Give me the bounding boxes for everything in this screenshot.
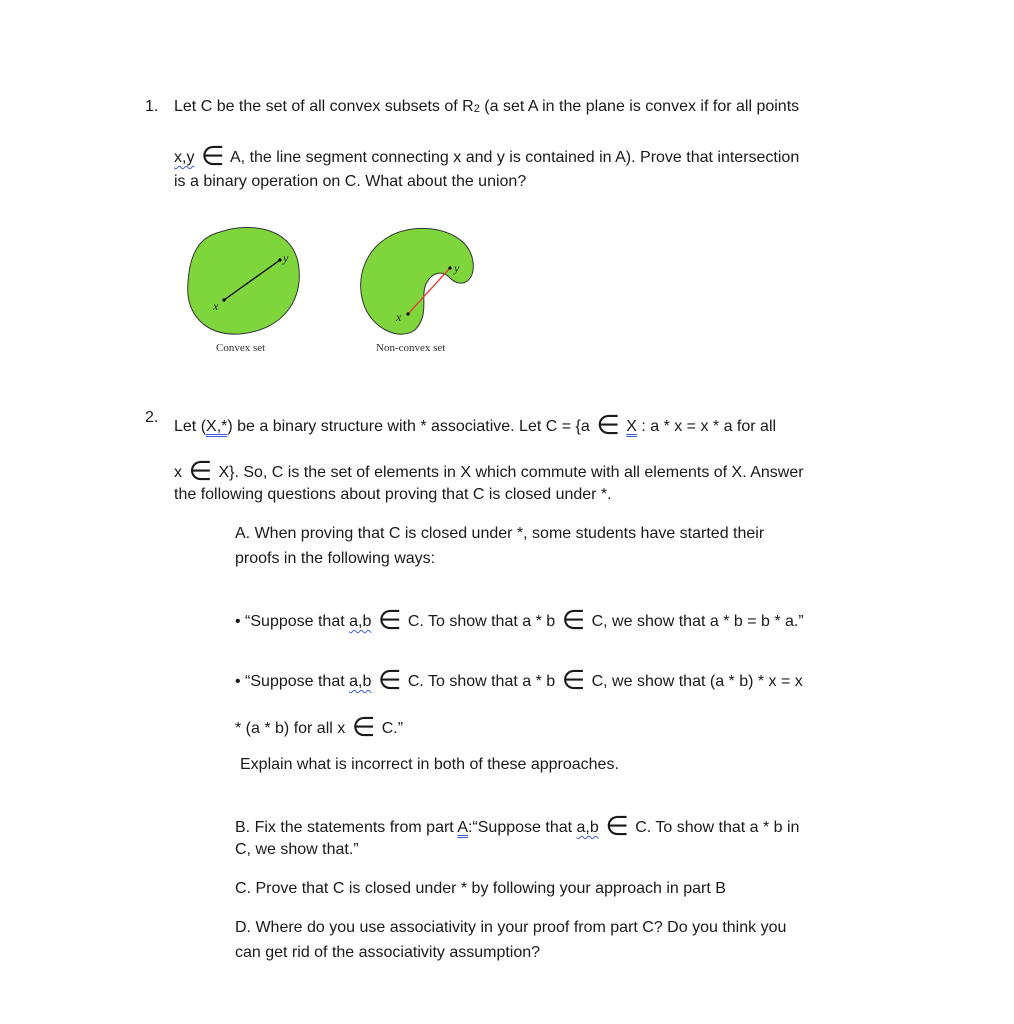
q2-number: 2.: [145, 409, 159, 426]
element-of-symbol: ∈: [377, 605, 402, 635]
bullet1-a: • “Suppose that: [235, 613, 345, 630]
element-of-symbol: ∈: [561, 605, 586, 635]
q1-line3: is a binary operation on C. What about the union?: [174, 173, 527, 190]
convex-point-y: [278, 258, 281, 261]
partD-line1: D. Where do you use associativity in your proof from part C? Do you think you: [235, 919, 787, 936]
bullet1-ab: a,b: [349, 613, 372, 630]
partB-line2: C, we show that.”: [235, 841, 359, 858]
nonconvex-point-x: [406, 312, 409, 315]
convex-caption: Convex set: [216, 342, 266, 354]
nonconvex-point-y: [448, 266, 451, 269]
convexity-figure: [180, 222, 490, 362]
partC-line1: C. Prove that C is closed under * by following your approach in part B: [235, 880, 726, 897]
q2-line2-b: X}. So, C is the set of elements in X which commute with all elements of X. Answer: [218, 464, 804, 481]
partB-c: C. To show that a * b in: [635, 819, 800, 836]
q1-line1: [174, 98, 799, 116]
convex-label-x: x: [213, 299, 219, 313]
partA-explain: Explain what is incorrect in both of these approaches.: [240, 756, 619, 773]
partA-bullet2-cont: [235, 711, 404, 742]
q1-xy: x,y: [174, 149, 195, 166]
q2-line3: the following questions about proving that C is closed under *.: [174, 486, 612, 503]
q2-line2: [174, 455, 804, 486]
element-of-symbol: ∈: [188, 456, 212, 486]
partA-bullet1: [235, 604, 804, 635]
nonconvex-caption: Non-convex set: [376, 342, 446, 354]
bullet1-c: C, we show that a * b = b * a.”: [591, 613, 804, 630]
element-of-symbol: ∈: [605, 811, 629, 841]
nonconvex-set-shape: [361, 228, 474, 334]
q1-line1-text-a: Let C be the set of all convex subsets of R: [174, 98, 474, 115]
element-of-symbol: ∈: [351, 712, 376, 742]
convex-point-x: [222, 298, 225, 301]
q2-line2-a: x: [174, 464, 182, 481]
bullet2-a: • “Suppose that: [235, 673, 345, 690]
element-of-symbol: ∈: [200, 141, 225, 171]
q2-set-x: X: [626, 418, 637, 435]
bullet2-ab: a,b: [349, 673, 372, 690]
partD-line2: can get rid of the associativity assumption?: [235, 944, 541, 961]
partB-a: B. Fix the statements from part: [235, 819, 454, 836]
bullet2-c: C, we show that (a * b) * x = x: [591, 673, 803, 690]
nonconvex-label-x: x: [396, 310, 402, 324]
q1-line1-text-b: (a set A in the plane is convex if for all points: [479, 98, 800, 115]
q1-line2-rest: A, the line segment connecting x and y is contained in A). Prove that intersection: [226, 149, 800, 166]
partA-line1: A. When proving that C is closed under *, some students have started their: [235, 525, 765, 542]
q1-line2: [174, 140, 800, 171]
q2-line1-b: ) be a binary structure with * associative. Let C = {a: [227, 418, 590, 435]
bullet2-b: C. To show that a * b: [407, 673, 556, 690]
q1-line1-sub: 2: [473, 103, 480, 115]
q2-xstar: X,*: [206, 418, 228, 435]
partB-b: :“Suppose that: [467, 819, 573, 836]
bullet1-b: C. To show that a * b: [407, 613, 556, 630]
nonconvex-label-y: y: [454, 261, 460, 275]
partB-line1: [235, 810, 800, 841]
convex-label-y: y: [283, 251, 289, 265]
bullet2-line2-a: * (a * b) for all x: [235, 720, 346, 737]
element-of-symbol: ∈: [596, 410, 620, 440]
partA-bullet2: [235, 664, 803, 695]
bullet2-line2-b: C.”: [381, 720, 404, 737]
q2-line1: [174, 409, 777, 440]
q2-line1-c: : a * x = x * a for all: [641, 418, 777, 435]
q2-line1-a: Let (: [174, 418, 207, 435]
partB-ab: a,b: [576, 819, 599, 836]
element-of-symbol: ∈: [561, 665, 586, 695]
convex-set-shape: [188, 227, 300, 334]
partB-A: A: [457, 819, 468, 836]
q1-number: 1.: [145, 98, 159, 115]
partA-line2: proofs in the following ways:: [235, 550, 436, 567]
element-of-symbol: ∈: [377, 665, 402, 695]
